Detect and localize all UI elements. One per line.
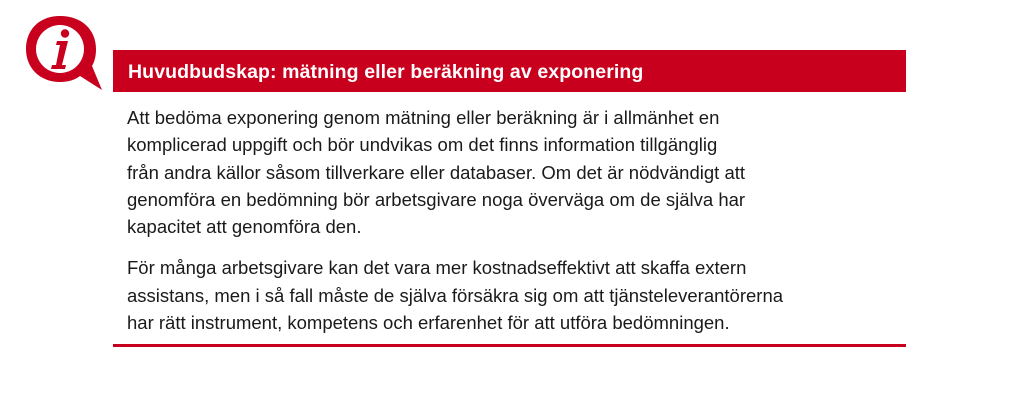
callout-paragraph: För många arbetsgivare kan det vara mer kostnadseffektivt att skaffa extern assistans, men i så fall måste de själva försäkra sig om att tjänsteleverantörerna har rätt instrument, kompetens och erfarenhet för att utföra bedömningen. — [127, 257, 784, 334]
callout-paragraph: Att bedöma exponering genom mätning eller beräkning är i allmänhet en komplicerad uppgift och bör undvikas om det finns information tillgänglig från andra källor såsom tillverkare eller databaser. Om det är nödvändigt att genomföra en bedömning bör arbetsgivare noga överväga om de själva har kapacitet att genomföra den. — [127, 107, 746, 238]
callout-body — [113, 92, 906, 336]
callout-title: Huvudbudskap: mätning eller beräkning av exponering — [128, 60, 644, 83]
info-icon — [22, 12, 106, 96]
key-message-callout — [113, 50, 906, 336]
callout-header — [113, 50, 906, 92]
callout-bottom-rule — [113, 344, 906, 347]
